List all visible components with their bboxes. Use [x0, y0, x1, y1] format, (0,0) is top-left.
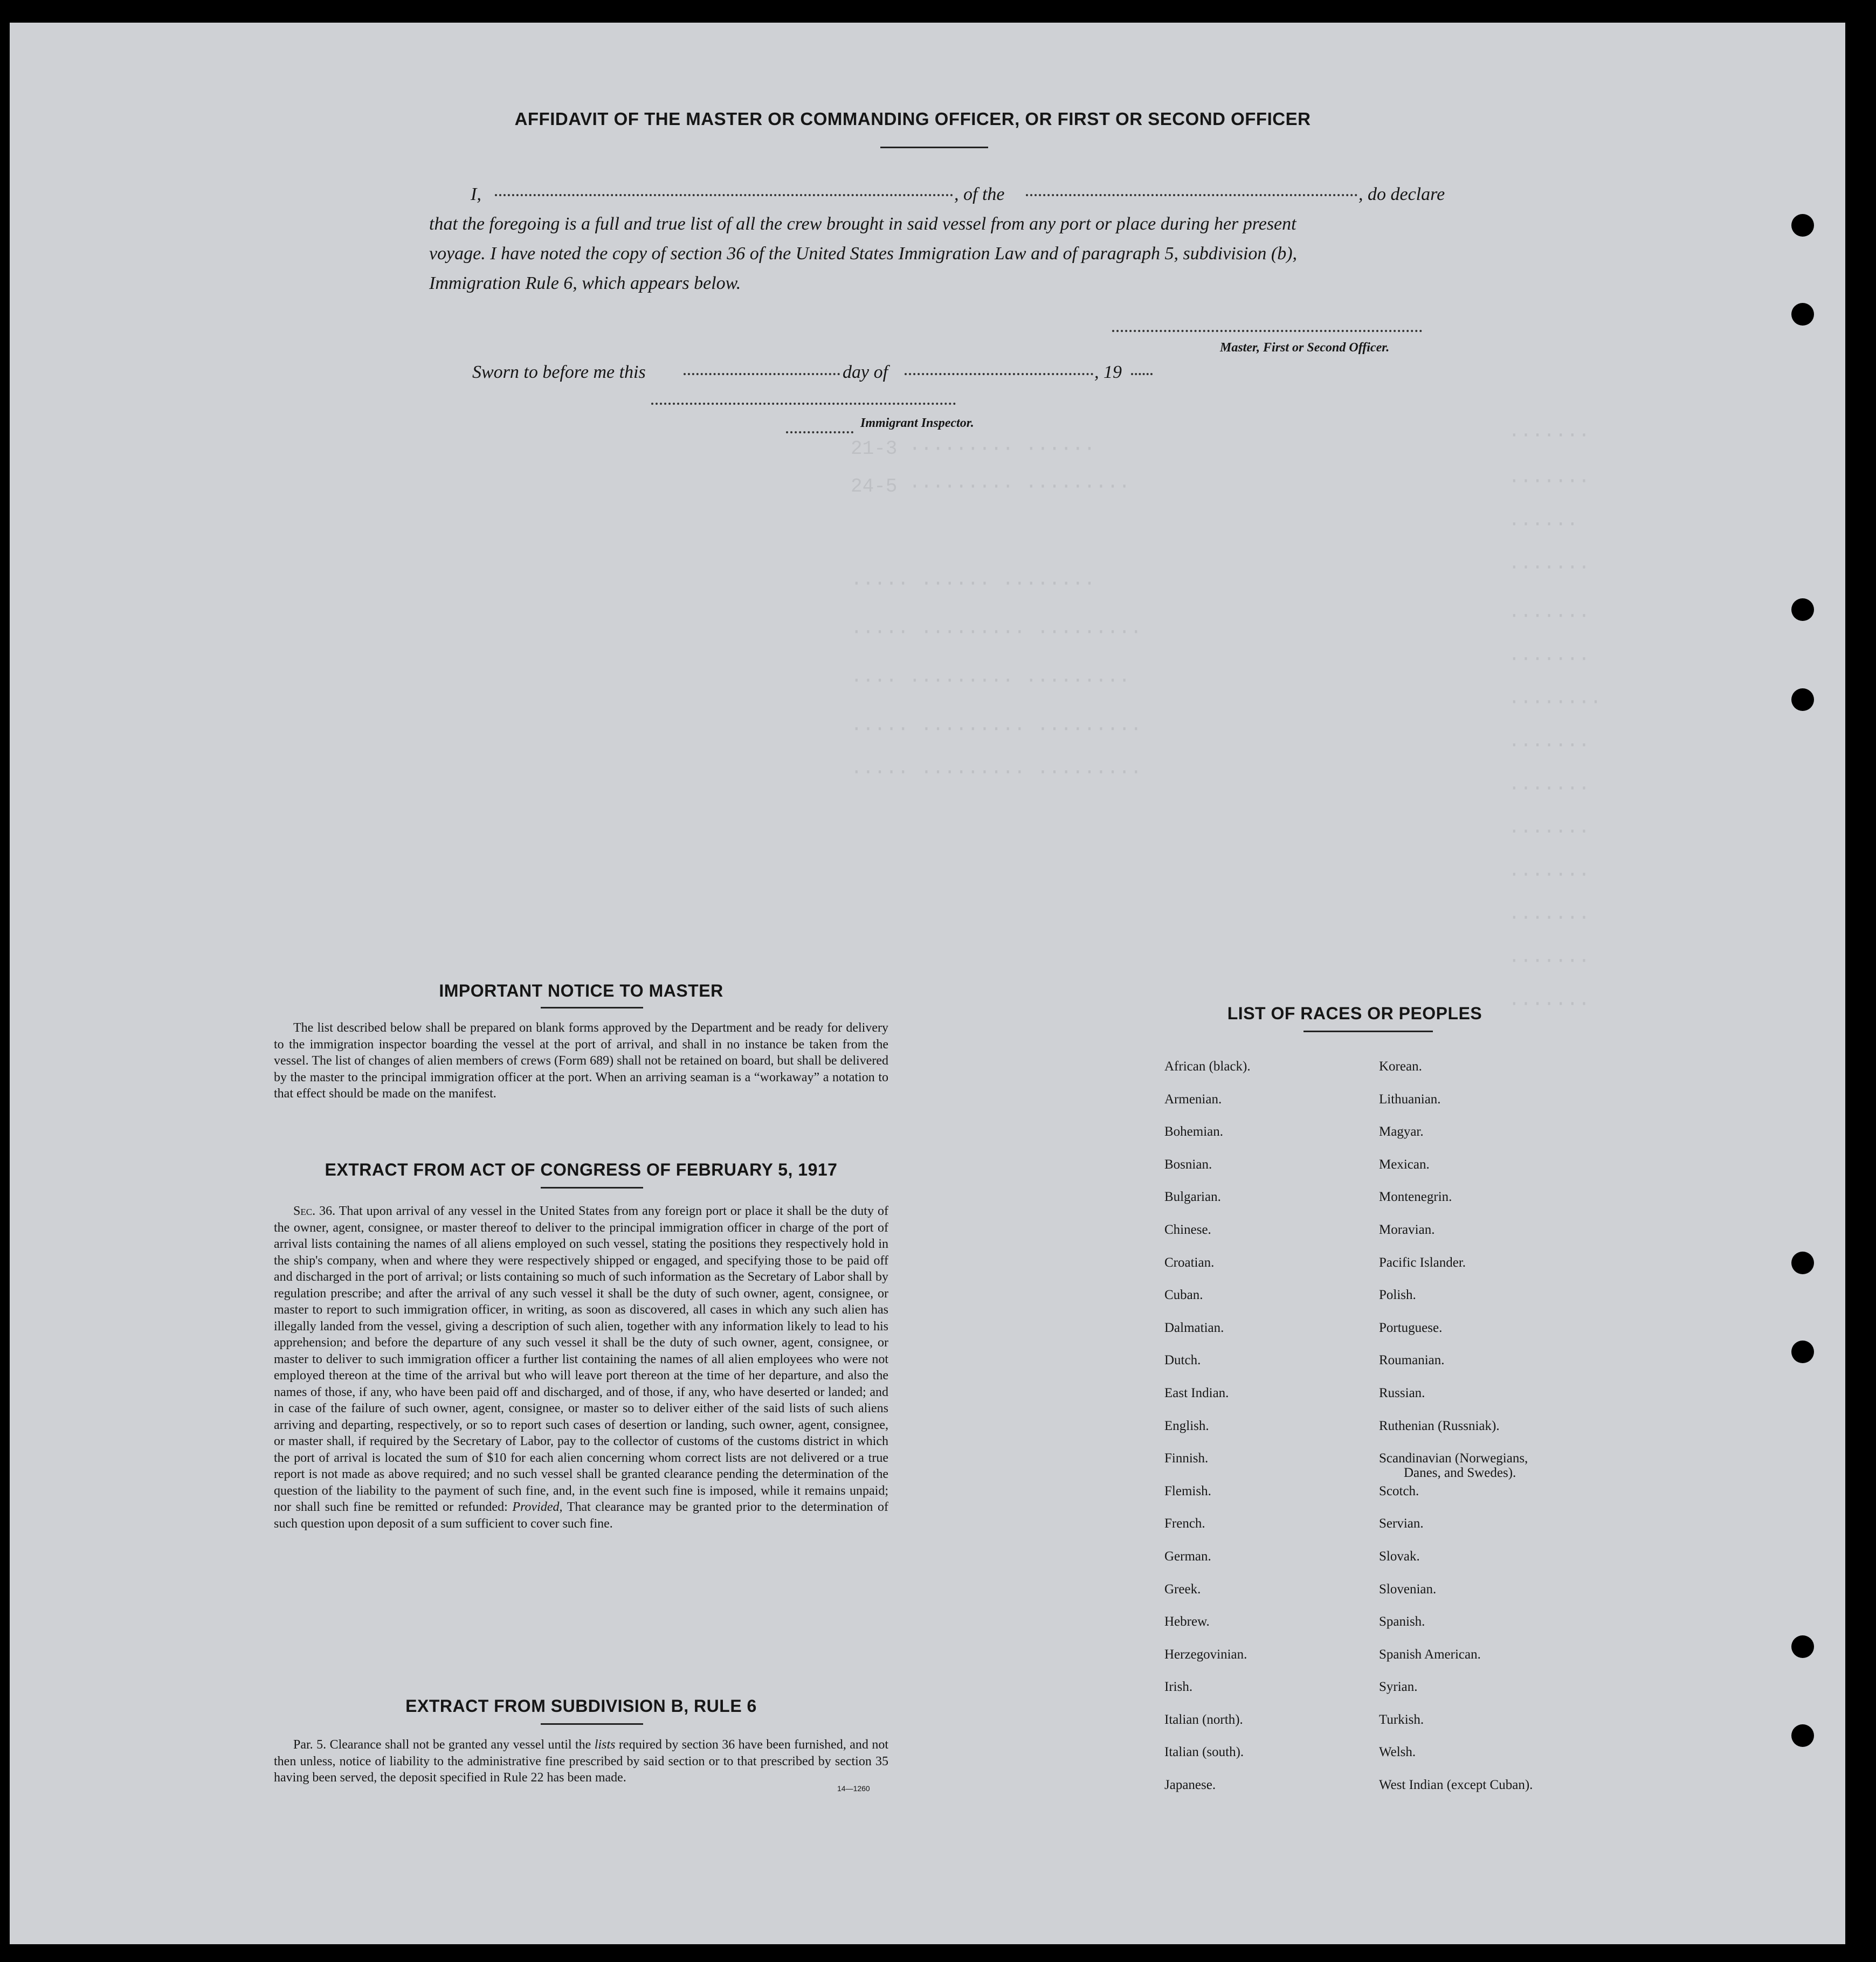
officer-signature-caption: Master, First or Second Officer. — [1220, 341, 1390, 355]
inspector-caption: Immigrant Inspector. — [860, 416, 974, 430]
race-item: Bulgarian. — [1164, 1190, 1221, 1205]
affidavit-line1-declare: , do declare — [1358, 184, 1445, 204]
race-item: Montenegrin. — [1379, 1190, 1452, 1205]
affidavit-heading: AFFIDAVIT OF THE MASTER OR COMMANDING OFFICER, OR FIRST OR SECOND OFFICER — [514, 109, 1311, 129]
affidavit-line4: Immigration Rule 6, which appears below. — [429, 273, 741, 293]
race-item: Hebrew. — [1164, 1614, 1210, 1629]
race-item: Ruthenian (Russniak). — [1379, 1418, 1500, 1433]
sworn-year-prefix: , 19 — [1094, 362, 1122, 382]
rule-extract-heading: EXTRACT FROM SUBDIVISION B, RULE 6 — [405, 1696, 757, 1716]
race-item: West Indian (except Cuban). — [1379, 1778, 1533, 1793]
race-item: English. — [1164, 1418, 1209, 1433]
race-item: Herzegovinian. — [1164, 1647, 1247, 1662]
race-item: Portuguese. — [1379, 1320, 1443, 1335]
race-item: Pacific Islander. — [1379, 1255, 1466, 1270]
race-item: Scandinavian (Norwegians, Danes, and Swedes). — [1379, 1451, 1528, 1481]
punch-hole — [1791, 1252, 1814, 1274]
race-item: Cuban. — [1164, 1288, 1203, 1303]
section-body: That upon arrival of any vessel in the United States from any foreign port or place it shall be the duty of the owner, agent, consignee, or master thereof to deliver to the principal immigration officer in charge of the port of arrival lists containing the names of all aliens employed on such vessel, stating the positions they respectively hold in the ship's company, when and where they were respectively shipped or engaged, and specifying those to be paid off and discharged in the port of arrival; or lists containing so much of such information as the Secretary of Labor shall by regulation prescribe; and after the arrival of any such vessel it shall be the duty of such owner, agent, consignee, or master to report to such immigration officer, in writing, as soon as discovered, all cases in which any such alien has illegally landed from the vessel, giving a description of such alien, together with any information likely to lead to his apprehension; and before the departure of any such vessel it shall be the duty of such owner, agent, consignee, or master to deliver to such immigration officer a further list containing the names of all alien employees who were not employed thereon at the time of the arrival but who will leave port thereon at the time of her departure, and also the names of those, if any, who have been paid off and discharged, and of those, if any, who have deserted or landed; and in case of the failure of such owner, agent, consignee, or master so to deliver either of the said lists of such aliens arriving and departing, respectively, or so to report such cases of desertion or landing, such owner, agent, consignee, or master shall, if required by the Secretary of Labor, pay to the collector of customs of the customs district in which the port of arrival is located the sum of $10 for each alien concerning whom correct lists are not delivered or a true report is not made as above required; and no such vessel shall be granted clearance pending the determination of the question of the liability to the payment of such fine, and, in the event such fine is imposed, while it remains unpaid; nor shall such fine be remitted or refunded: — [274, 1204, 888, 1514]
punch-hole — [1791, 1724, 1814, 1747]
race-item: Dalmatian. — [1164, 1320, 1224, 1335]
race-item: East Indian. — [1164, 1385, 1229, 1400]
race-item: Lithuanian. — [1379, 1091, 1441, 1107]
race-item: Chinese. — [1164, 1222, 1211, 1237]
affidavit-line3: voyage. I have noted the copy of section 36 of the United States Immigration Law and of paragraph 5, subdivision (b), — [429, 244, 1298, 264]
race-item: Italian (south). — [1164, 1745, 1244, 1760]
affidavit-line1-i: I, — [471, 184, 481, 204]
punch-hole — [1791, 214, 1814, 237]
race-item: Korean. — [1379, 1059, 1422, 1074]
punch-hole — [1791, 1635, 1814, 1658]
race-item: Japanese. — [1164, 1778, 1216, 1793]
race-item: Moravian. — [1379, 1222, 1435, 1237]
sworn-day-field[interactable] — [684, 373, 840, 375]
race-item: African (black). — [1164, 1059, 1251, 1074]
race-item: German. — [1164, 1549, 1211, 1564]
race-item: Bohemian. — [1164, 1124, 1224, 1139]
race-item: Roumanian. — [1379, 1353, 1445, 1368]
races-list-right — [1379, 1059, 1533, 1811]
races-list-left — [1164, 1059, 1251, 1811]
races-heading: LIST OF RACES OR PEOPLES — [1227, 1004, 1482, 1023]
race-item: Armenian. — [1164, 1091, 1222, 1107]
heading-rule — [1303, 1031, 1433, 1032]
race-item: Finnish. — [1164, 1451, 1209, 1466]
heading-rule — [541, 1187, 643, 1189]
vessel-name-field[interactable] — [1026, 194, 1357, 196]
race-item: Welsh. — [1379, 1745, 1416, 1760]
rule-paragraph-5-text: Par. 5. Clearance shall not be granted any vessel until the lists required by section 36 have been furnished, and not then unless, notice of liability to the administrative fine prescribed by said section or to that prescribed by section 35 having been served, the deposit specified in Rule 22 has been made. — [274, 1738, 889, 1785]
race-item: Irish. — [1164, 1680, 1193, 1695]
race-item: Slovak. — [1379, 1549, 1420, 1564]
sworn-day-of: day of — [843, 362, 888, 382]
lists-word: lists — [594, 1738, 616, 1752]
race-item: Polish. — [1379, 1288, 1416, 1303]
race-item: Turkish. — [1379, 1712, 1424, 1727]
punch-hole — [1791, 688, 1814, 711]
officer-signature-field[interactable] — [1112, 330, 1422, 332]
race-item: Italian (north). — [1164, 1712, 1243, 1727]
race-item: Russian. — [1379, 1385, 1425, 1400]
act-extract-heading: EXTRACT FROM ACT OF CONGRESS OF FEBRUARY 5, 1917 — [325, 1160, 838, 1179]
declarant-name-field[interactable] — [495, 194, 953, 196]
race-item: Syrian. — [1379, 1680, 1418, 1695]
race-item: Mexican. — [1379, 1157, 1430, 1172]
sworn-month-field[interactable] — [905, 373, 1093, 375]
sworn-year-field[interactable] — [1131, 373, 1153, 375]
race-item: French. — [1164, 1516, 1205, 1531]
race-item: Spanish American. — [1379, 1647, 1481, 1662]
punch-hole — [1791, 598, 1814, 621]
provided-word: Provided, — [512, 1500, 563, 1514]
section-body-end: That clearance may be granted prior to the determination of such question upon deposit of a sum sufficient to cover such fine. — [274, 1500, 888, 1531]
heading-rule — [541, 1723, 643, 1725]
affidavit-line2: that the foregoing is a full and true list of all the crew brought in said vessel from any port or place during her present — [429, 214, 1296, 234]
affidavit-line1-of-the: , of the — [954, 184, 1005, 204]
punch-hole — [1791, 1341, 1814, 1363]
act-section-36-text — [274, 1203, 888, 1532]
section-label: Sec. 36. — [293, 1204, 336, 1218]
notice-heading: IMPORTANT NOTICE TO MASTER — [439, 981, 723, 1000]
race-item: Slovenian. — [1379, 1581, 1437, 1597]
notice-text: The list described below shall be prepared on blank forms approved by the Department and be ready for delivery to the immigration inspector boarding the vessel at the port of arrival, and shall in no instance be taken from the vessel. The list of changes of alien members of crews (Form 689) shall not be retained on board, but shall be delivered by the master to the principal immigration officer at the port. When an arriving seaman is a “workaway” a notation to that effect should be made on the manifest. — [274, 1021, 888, 1101]
inspector-signature-field[interactable] — [651, 403, 956, 405]
race-item: Dutch. — [1164, 1353, 1201, 1368]
race-item: Bosnian. — [1164, 1157, 1212, 1172]
sworn-prefix: Sworn to before me this — [472, 362, 646, 382]
inspector-name-field[interactable] — [786, 431, 853, 433]
race-item: Servian. — [1379, 1516, 1424, 1531]
heading-rule — [880, 147, 988, 148]
form-number: 14—1260 — [837, 1784, 870, 1793]
punch-hole — [1791, 303, 1814, 326]
race-item: Magyar. — [1379, 1124, 1424, 1139]
race-item: Spanish. — [1379, 1614, 1425, 1629]
form-page: 21-3 ········· ······ 24-5 ········· ········· ····· ······ ········ ····· ········· ········· ···· ········· ········· ····· ········· ········· ····· ········· ········· ······· ······· ······ ······· ······· ······· ········ ······· ······· ······· ······· ······· ······· ······· AFFIDAVIT OF THE MASTER OR COMMANDING OFFICER, OR FIRST OR SECOND OFFICER I, , of the , do declare that the foregoing is a full and true list of all the crew brought in said vessel from any port or place during her present voyage. I have noted the copy of section 36 of the United States Immigration Law and of paragraph 5, subdivision (b), Immigration Rule 6, which appears below. Master, First or Second Officer. Sworn to before me this day of , 19 Immigrant Inspector. IMPORTANT NOTICE TO MASTER The list described below shall be prepared on blank forms approved by the Department and be ready for delivery to the immigration inspector boarding the vessel at the port of arrival, and shall in no instance be taken from the vessel. The list of changes of alien members of crews (Form 689) shall not be retained on board, but shall be delivered by the master to the principal immigration officer at the port. When an arriving seaman is a “workaway” a notation to that effect should be made on the manifest. EXTRACT FROM ACT OF CONGRESS OF FEBRUARY 5, 1917 Sec. 36. That upon arrival of any vessel in the United States from any foreign port or place it shall be the duty of the owner, agent, consignee, or master thereof to deliver to the principal immigration officer in charge of the port of arrival lists containing the names of all aliens employed on such vessel, stating the positions they respectively hold in the ship's company, when and where they were respectively shipped or engaged, and specifying those to be paid off and discharged in the port of arrival; or lists containing so much of such information as the Secretary of Labor shall by regulation prescribe; and after the arrival of any such vessel it shall be the duty of such owner, agent, consignee, or master to report to such immigration officer, in writing, as soon as discovered, all cases in which any such alien has illegally landed from the vessel, giving a description of such alien, together with any information likely to lead to his apprehension; and before the departure of any such vessel it shall be the duty of such owner, agent, consignee, or master to deliver to such immigration officer a further list containing the names of all alien employees who were not employed thereon at the time of the arrival but who will leave port thereon at the time of her departure, and also the names of those, if any, who have been paid off and discharged, and of those, if any, who have deserted or landed; and in case of the failure of such owner, agent, consignee, or master so to deliver either of the said lists of such aliens arriving and departing, respectively, or so to report such cases of desertion or landing, such owner, agent, consignee, or master shall, if required by the Secretary of Labor, pay to the collector of customs of the customs district in which the port of arrival is located the sum of $10 for each alien concerning whom correct lists are not delivered or a true report is not made as above required; and no such vessel shall be granted clearance pending the determination of the question of the liability to the payment of such fine, and, in the event such fine is imposed, while it remains unpaid; nor shall such fine be remitted or refunded: Provided, That clearance may be granted prior to the determination of such question upon deposit of a sum sufficient to cover such fine. EXTRACT FROM SUBDIVISION B, RULE 6 Par. 5. Clearance shall not be granted any vessel until the lists required by section 36 have been furnished, and not then unless, notice of liability to the administrative fine prescribed by said section or to that prescribed by section 35 having been served, the deposit specified in Rule 22 has been made. 14—1260 LIST OF RACES OR PEOPLES African (black). Armenian. Bohemian. Bosnian. Bulgarian. Chinese. Croatian. Cuban. Dalmatian. Dutch. East Indian. English. Finnish. Flemish. French. German. Greek. Hebrew. Herzegovinian. Irish. Italian (north). Italian (south). Japanese. Korean. Lithuanian. Magyar. Mexican. Montenegrin. Moravian. Pacific Islander. Polish. Portuguese. Roumanian. Russian. Ruthenian (Russniak). Scandinavian (Norwegians, Danes, and Swedes). Scotch. Servian. Slovak. Slovenian. Spanish. Spanish American. Syrian. Turkish. Welsh. West Indian (except Cuban). — [10, 23, 1845, 1944]
race-item: Scotch. — [1379, 1483, 1419, 1498]
race-item: Greek. — [1164, 1581, 1201, 1597]
race-item: Flemish. — [1164, 1483, 1211, 1498]
heading-rule — [541, 1007, 643, 1008]
race-item: Croatian. — [1164, 1255, 1215, 1270]
